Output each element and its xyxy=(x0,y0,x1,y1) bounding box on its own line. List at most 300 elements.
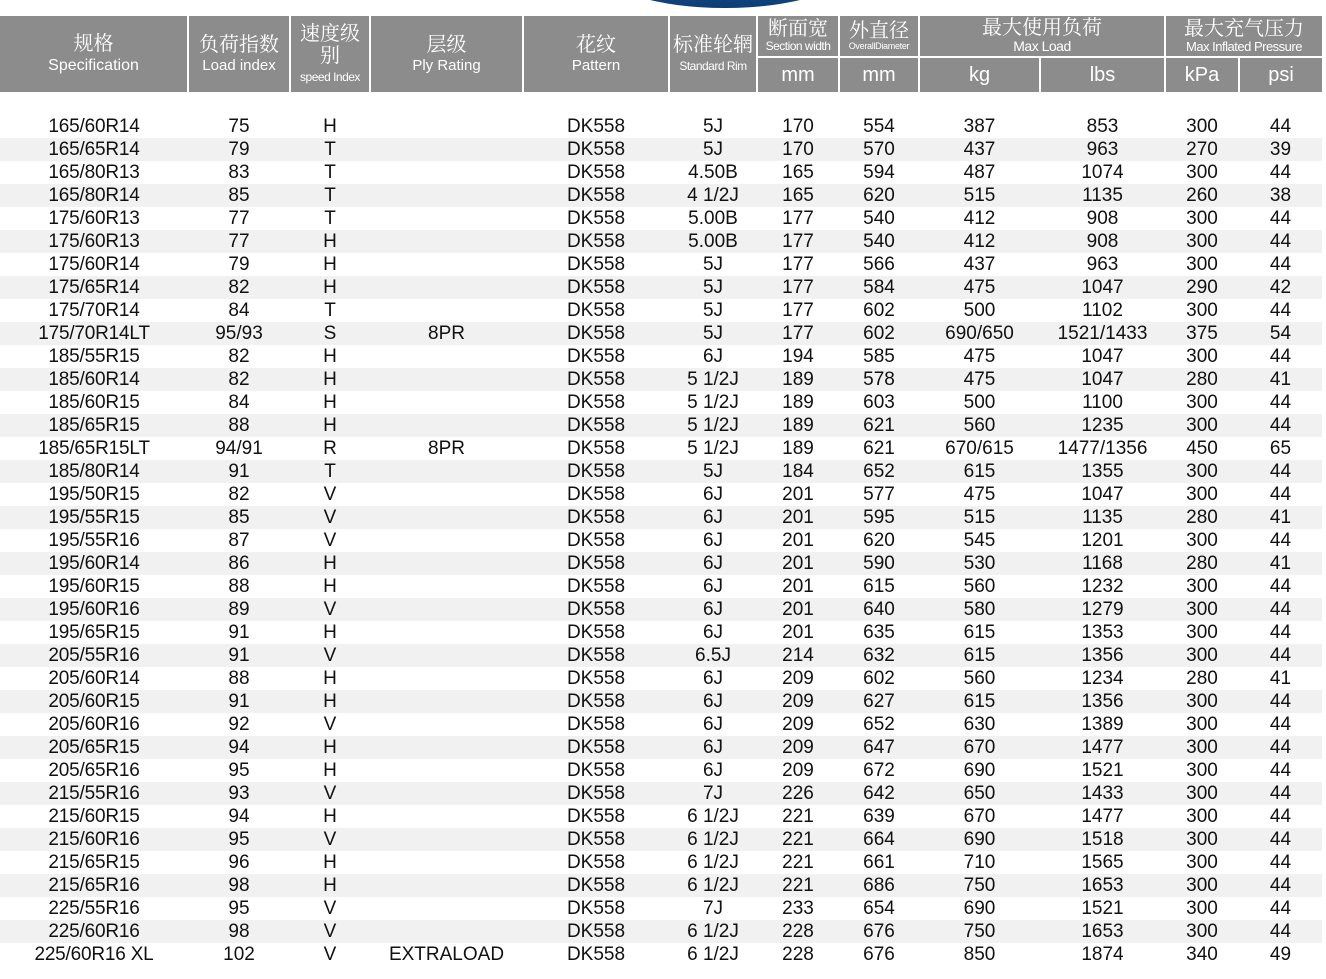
pattern-cell: DK558 xyxy=(523,828,669,851)
load-cell: 98 xyxy=(188,874,290,897)
load-kg-cell: 500 xyxy=(919,391,1040,414)
rim-cell: 6 1/2J xyxy=(669,943,757,966)
load-cell: 85 xyxy=(188,184,290,207)
header-standard-rim xyxy=(669,16,757,92)
load-lbs-cell: 1353 xyxy=(1040,621,1165,644)
load-lbs-cell: 1477/1356 xyxy=(1040,437,1165,460)
load-cell: 94 xyxy=(188,805,290,828)
diameter-cell: 577 xyxy=(839,483,919,506)
table-row xyxy=(0,115,1322,138)
ply-cell xyxy=(370,161,523,184)
spec-cell: 215/55R16 xyxy=(0,782,188,805)
header-max-pressure-en: Max Inflated Pressure xyxy=(1186,38,1302,54)
load-kg-cell: 690 xyxy=(919,759,1040,782)
table-row xyxy=(0,943,1322,966)
width-cell: 194 xyxy=(757,345,839,368)
load-lbs-cell: 1356 xyxy=(1040,690,1165,713)
rim-cell: 5J xyxy=(669,138,757,161)
pressure-kpa-cell: 300 xyxy=(1165,736,1239,759)
diameter-cell: 654 xyxy=(839,897,919,920)
spec-cell: 185/80R14 xyxy=(0,460,188,483)
diameter-cell: 602 xyxy=(839,299,919,322)
load-lbs-cell: 1477 xyxy=(1040,736,1165,759)
pressure-kpa-cell: 300 xyxy=(1165,483,1239,506)
pressure-kpa-cell: 300 xyxy=(1165,115,1239,138)
ply-cell: 8PR xyxy=(370,322,523,345)
speed-cell: H xyxy=(290,552,370,575)
speed-cell: H xyxy=(290,575,370,598)
load-kg-cell: 690 xyxy=(919,897,1040,920)
pressure-kpa-cell: 270 xyxy=(1165,138,1239,161)
pressure-psi-cell: 44 xyxy=(1239,414,1322,437)
pressure-kpa-cell: 300 xyxy=(1165,644,1239,667)
diameter-cell: 585 xyxy=(839,345,919,368)
ply-cell xyxy=(370,184,523,207)
load-kg-cell: 412 xyxy=(919,207,1040,230)
pattern-cell: DK558 xyxy=(523,138,669,161)
load-lbs-cell: 1653 xyxy=(1040,874,1165,897)
rim-cell: 6 1/2J xyxy=(669,874,757,897)
ply-cell xyxy=(370,391,523,414)
unit-load-lbs: lbs xyxy=(1040,57,1165,92)
speed-cell: V xyxy=(290,529,370,552)
diameter-cell: 594 xyxy=(839,161,919,184)
width-cell: 170 xyxy=(757,115,839,138)
pressure-psi-cell: 49 xyxy=(1239,943,1322,966)
header-pattern-zh: 花纹 xyxy=(576,33,616,56)
speed-cell: S xyxy=(290,322,370,345)
header-ply-rating-en: Ply Rating xyxy=(412,56,481,74)
table-row xyxy=(0,575,1322,598)
width-cell: 233 xyxy=(757,897,839,920)
load-kg-cell: 690/650 xyxy=(919,322,1040,345)
load-kg-cell: 560 xyxy=(919,414,1040,437)
pressure-kpa-cell: 300 xyxy=(1165,230,1239,253)
speed-cell: T xyxy=(290,207,370,230)
load-lbs-cell: 1518 xyxy=(1040,828,1165,851)
rim-cell: 6J xyxy=(669,598,757,621)
pressure-psi-cell: 44 xyxy=(1239,460,1322,483)
width-cell: 209 xyxy=(757,736,839,759)
pressure-psi-cell: 42 xyxy=(1239,276,1322,299)
width-cell: 201 xyxy=(757,598,839,621)
pressure-kpa-cell: 280 xyxy=(1165,506,1239,529)
header-overall-diameter-zh: 外直径 xyxy=(849,20,909,43)
diameter-cell: 540 xyxy=(839,230,919,253)
spec-cell: 185/55R15 xyxy=(0,345,188,368)
pattern-cell: DK558 xyxy=(523,897,669,920)
load-cell: 95 xyxy=(188,897,290,920)
speed-cell: H xyxy=(290,690,370,713)
diameter-cell: 621 xyxy=(839,437,919,460)
pattern-cell: DK558 xyxy=(523,322,669,345)
pattern-cell: DK558 xyxy=(523,690,669,713)
unit-load-kg: kg xyxy=(919,57,1040,92)
table-row xyxy=(0,368,1322,391)
rim-cell: 4.50B xyxy=(669,161,757,184)
width-cell: 189 xyxy=(757,414,839,437)
table-row xyxy=(0,598,1322,621)
load-cell: 88 xyxy=(188,414,290,437)
load-cell: 79 xyxy=(188,253,290,276)
ply-cell xyxy=(370,759,523,782)
rim-cell: 5 1/2J xyxy=(669,437,757,460)
load-lbs-cell: 1235 xyxy=(1040,414,1165,437)
load-lbs-cell: 1047 xyxy=(1040,345,1165,368)
width-cell: 177 xyxy=(757,299,839,322)
load-cell: 95 xyxy=(188,828,290,851)
diameter-cell: 640 xyxy=(839,598,919,621)
load-kg-cell: 690 xyxy=(919,828,1040,851)
width-cell: 201 xyxy=(757,575,839,598)
pressure-psi-cell: 44 xyxy=(1239,828,1322,851)
rim-cell: 6 1/2J xyxy=(669,851,757,874)
pattern-cell: DK558 xyxy=(523,851,669,874)
pressure-kpa-cell: 300 xyxy=(1165,874,1239,897)
spec-cell: 165/80R13 xyxy=(0,161,188,184)
load-kg-cell: 615 xyxy=(919,690,1040,713)
load-cell: 79 xyxy=(188,138,290,161)
spec-cell: 225/60R16 XL xyxy=(0,943,188,966)
header-max-pressure xyxy=(1165,16,1322,57)
rim-cell: 6 1/2J xyxy=(669,920,757,943)
load-cell: 88 xyxy=(188,667,290,690)
load-kg-cell: 615 xyxy=(919,621,1040,644)
speed-cell: H xyxy=(290,736,370,759)
load-cell: 87 xyxy=(188,529,290,552)
diameter-cell: 540 xyxy=(839,207,919,230)
load-lbs-cell: 1874 xyxy=(1040,943,1165,966)
rim-cell: 5.00B xyxy=(669,230,757,253)
pressure-kpa-cell: 300 xyxy=(1165,828,1239,851)
diameter-cell: 603 xyxy=(839,391,919,414)
ply-cell xyxy=(370,575,523,598)
pressure-psi-cell: 44 xyxy=(1239,805,1322,828)
pattern-cell: DK558 xyxy=(523,736,669,759)
load-cell: 82 xyxy=(188,345,290,368)
load-lbs-cell: 1355 xyxy=(1040,460,1165,483)
pattern-cell: DK558 xyxy=(523,782,669,805)
speed-cell: H xyxy=(290,391,370,414)
diameter-cell: 602 xyxy=(839,667,919,690)
ply-cell xyxy=(370,782,523,805)
load-lbs-cell: 1135 xyxy=(1040,184,1165,207)
load-cell: 96 xyxy=(188,851,290,874)
diameter-cell: 664 xyxy=(839,828,919,851)
pattern-cell: DK558 xyxy=(523,184,669,207)
rim-cell: 6J xyxy=(669,483,757,506)
spec-cell: 175/70R14LT xyxy=(0,322,188,345)
table-row xyxy=(0,299,1322,322)
pressure-kpa-cell: 300 xyxy=(1165,161,1239,184)
load-cell: 89 xyxy=(188,598,290,621)
table-body xyxy=(0,92,1322,966)
spec-cell: 175/65R14 xyxy=(0,276,188,299)
load-lbs-cell: 1168 xyxy=(1040,552,1165,575)
pattern-cell: DK558 xyxy=(523,276,669,299)
header-standard-rim-en: Standard Rim xyxy=(679,59,747,74)
speed-cell: H xyxy=(290,276,370,299)
diameter-cell: 642 xyxy=(839,782,919,805)
width-cell: 214 xyxy=(757,644,839,667)
load-kg-cell: 515 xyxy=(919,506,1040,529)
diameter-cell: 595 xyxy=(839,506,919,529)
load-kg-cell: 500 xyxy=(919,299,1040,322)
unit-pressure-kpa: kPa xyxy=(1165,57,1239,92)
load-kg-cell: 475 xyxy=(919,368,1040,391)
table-row xyxy=(0,713,1322,736)
load-kg-cell: 615 xyxy=(919,460,1040,483)
ply-cell xyxy=(370,736,523,759)
load-lbs-cell: 1047 xyxy=(1040,276,1165,299)
table-row xyxy=(0,253,1322,276)
pressure-kpa-cell: 300 xyxy=(1165,782,1239,805)
table-row xyxy=(0,690,1322,713)
speed-cell: V xyxy=(290,943,370,966)
width-cell: 209 xyxy=(757,667,839,690)
ply-cell xyxy=(370,897,523,920)
table-header xyxy=(0,16,1322,92)
top-banner-arc xyxy=(600,0,850,8)
diameter-cell: 621 xyxy=(839,414,919,437)
load-lbs-cell: 1521 xyxy=(1040,897,1165,920)
width-cell: 209 xyxy=(757,690,839,713)
diameter-cell: 620 xyxy=(839,184,919,207)
table-row xyxy=(0,460,1322,483)
ply-cell xyxy=(370,207,523,230)
spec-cell: 175/60R14 xyxy=(0,253,188,276)
speed-cell: T xyxy=(290,299,370,322)
table-row xyxy=(0,529,1322,552)
load-lbs-cell: 1232 xyxy=(1040,575,1165,598)
rim-cell: 6 1/2J xyxy=(669,805,757,828)
pressure-psi-cell: 44 xyxy=(1239,690,1322,713)
pressure-kpa-cell: 300 xyxy=(1165,345,1239,368)
rim-cell: 5.00B xyxy=(669,207,757,230)
spec-cell: 205/65R16 xyxy=(0,759,188,782)
load-kg-cell: 750 xyxy=(919,874,1040,897)
width-cell: 221 xyxy=(757,851,839,874)
table-row xyxy=(0,874,1322,897)
ply-cell xyxy=(370,920,523,943)
width-cell: 177 xyxy=(757,322,839,345)
load-kg-cell: 850 xyxy=(919,943,1040,966)
load-lbs-cell: 1135 xyxy=(1040,506,1165,529)
pressure-psi-cell: 44 xyxy=(1239,759,1322,782)
pressure-psi-cell: 44 xyxy=(1239,230,1322,253)
spec-cell: 175/70R14 xyxy=(0,299,188,322)
rim-cell: 6J xyxy=(669,667,757,690)
spec-cell: 185/60R15 xyxy=(0,391,188,414)
header-pattern xyxy=(523,16,669,92)
table-row xyxy=(0,161,1322,184)
diameter-cell: 584 xyxy=(839,276,919,299)
load-lbs-cell: 1047 xyxy=(1040,483,1165,506)
ply-cell xyxy=(370,299,523,322)
ply-cell xyxy=(370,851,523,874)
rim-cell: 6.5J xyxy=(669,644,757,667)
spec-cell: 215/65R15 xyxy=(0,851,188,874)
table-row xyxy=(0,184,1322,207)
diameter-cell: 566 xyxy=(839,253,919,276)
pressure-psi-cell: 44 xyxy=(1239,529,1322,552)
header-specification xyxy=(0,16,188,92)
header-ply-rating-zh: 层级 xyxy=(426,33,467,56)
speed-cell: T xyxy=(290,184,370,207)
load-lbs-cell: 853 xyxy=(1040,115,1165,138)
rim-cell: 5J xyxy=(669,322,757,345)
load-lbs-cell: 963 xyxy=(1040,138,1165,161)
diameter-cell: 627 xyxy=(839,690,919,713)
header-spec-zh: 规格 xyxy=(73,33,114,56)
spec-cell: 195/65R15 xyxy=(0,621,188,644)
header-max-load xyxy=(919,16,1165,57)
pressure-kpa-cell: 280 xyxy=(1165,368,1239,391)
load-lbs-cell: 963 xyxy=(1040,253,1165,276)
pressure-psi-cell: 54 xyxy=(1239,322,1322,345)
pressure-psi-cell: 44 xyxy=(1239,713,1322,736)
ply-cell xyxy=(370,138,523,161)
load-kg-cell: 437 xyxy=(919,253,1040,276)
load-cell: 82 xyxy=(188,483,290,506)
rim-cell: 6J xyxy=(669,529,757,552)
rim-cell: 5J xyxy=(669,276,757,299)
ply-cell xyxy=(370,460,523,483)
width-cell: 201 xyxy=(757,621,839,644)
spec-cell: 185/65R15LT xyxy=(0,437,188,460)
load-kg-cell: 530 xyxy=(919,552,1040,575)
width-cell: 228 xyxy=(757,943,839,966)
pattern-cell: DK558 xyxy=(523,805,669,828)
load-kg-cell: 475 xyxy=(919,345,1040,368)
width-cell: 209 xyxy=(757,713,839,736)
load-lbs-cell: 1234 xyxy=(1040,667,1165,690)
table-row xyxy=(0,138,1322,161)
load-kg-cell: 670 xyxy=(919,736,1040,759)
load-kg-cell: 750 xyxy=(919,920,1040,943)
header-speed-index-zh: 速度级别 xyxy=(300,23,360,68)
pressure-kpa-cell: 375 xyxy=(1165,322,1239,345)
rim-cell: 6J xyxy=(669,575,757,598)
diameter-cell: 570 xyxy=(839,138,919,161)
pattern-cell: DK558 xyxy=(523,230,669,253)
load-cell: 91 xyxy=(188,460,290,483)
width-cell: 189 xyxy=(757,437,839,460)
ply-cell xyxy=(370,345,523,368)
spec-cell: 165/65R14 xyxy=(0,138,188,161)
ply-cell xyxy=(370,230,523,253)
pressure-kpa-cell: 300 xyxy=(1165,529,1239,552)
speed-cell: V xyxy=(290,506,370,529)
rim-cell: 7J xyxy=(669,897,757,920)
speed-cell: R xyxy=(290,437,370,460)
header-ply-rating xyxy=(370,16,523,92)
pressure-psi-cell: 44 xyxy=(1239,391,1322,414)
diameter-cell: 615 xyxy=(839,575,919,598)
pressure-kpa-cell: 300 xyxy=(1165,897,1239,920)
diameter-cell: 652 xyxy=(839,460,919,483)
diameter-cell: 602 xyxy=(839,322,919,345)
pressure-kpa-cell: 300 xyxy=(1165,575,1239,598)
header-section-width xyxy=(757,16,839,57)
ply-cell xyxy=(370,598,523,621)
diameter-cell: 647 xyxy=(839,736,919,759)
diameter-cell: 620 xyxy=(839,529,919,552)
spec-cell: 195/50R15 xyxy=(0,483,188,506)
table-row xyxy=(0,276,1322,299)
pressure-kpa-cell: 260 xyxy=(1165,184,1239,207)
pressure-kpa-cell: 300 xyxy=(1165,207,1239,230)
load-kg-cell: 630 xyxy=(919,713,1040,736)
load-lbs-cell: 1477 xyxy=(1040,805,1165,828)
table-row xyxy=(0,552,1322,575)
load-kg-cell: 650 xyxy=(919,782,1040,805)
load-kg-cell: 387 xyxy=(919,115,1040,138)
header-overall-diameter xyxy=(839,16,919,57)
load-cell: 95 xyxy=(188,759,290,782)
load-cell: 94/91 xyxy=(188,437,290,460)
spec-cell: 195/60R16 xyxy=(0,598,188,621)
ply-cell xyxy=(370,368,523,391)
pattern-cell: DK558 xyxy=(523,483,669,506)
pressure-kpa-cell: 300 xyxy=(1165,920,1239,943)
pattern-cell: DK558 xyxy=(523,437,669,460)
load-cell: 91 xyxy=(188,644,290,667)
rim-cell: 6J xyxy=(669,552,757,575)
spec-cell: 215/65R16 xyxy=(0,874,188,897)
speed-cell: H xyxy=(290,230,370,253)
width-cell: 221 xyxy=(757,874,839,897)
rim-cell: 6J xyxy=(669,713,757,736)
speed-cell: V xyxy=(290,920,370,943)
pattern-cell: DK558 xyxy=(523,552,669,575)
speed-cell: H xyxy=(290,345,370,368)
load-kg-cell: 412 xyxy=(919,230,1040,253)
pattern-cell: DK558 xyxy=(523,414,669,437)
spec-cell: 165/60R14 xyxy=(0,115,188,138)
diameter-cell: 635 xyxy=(839,621,919,644)
load-kg-cell: 615 xyxy=(919,644,1040,667)
pressure-kpa-cell: 300 xyxy=(1165,713,1239,736)
load-cell: 88 xyxy=(188,575,290,598)
spec-cell: 165/80R14 xyxy=(0,184,188,207)
pressure-kpa-cell: 290 xyxy=(1165,276,1239,299)
load-cell: 84 xyxy=(188,299,290,322)
speed-cell: H xyxy=(290,368,370,391)
table-row xyxy=(0,621,1322,644)
load-lbs-cell: 1279 xyxy=(1040,598,1165,621)
speed-cell: V xyxy=(290,897,370,920)
speed-cell: T xyxy=(290,460,370,483)
table-row xyxy=(0,920,1322,943)
speed-cell: H xyxy=(290,874,370,897)
pattern-cell: DK558 xyxy=(523,391,669,414)
pattern-cell: DK558 xyxy=(523,759,669,782)
unit-pressure-psi: psi xyxy=(1239,57,1322,92)
pressure-psi-cell: 41 xyxy=(1239,506,1322,529)
diameter-cell: 652 xyxy=(839,713,919,736)
header-pattern-en: Pattern xyxy=(571,56,621,74)
load-lbs-cell: 1389 xyxy=(1040,713,1165,736)
pattern-cell: DK558 xyxy=(523,920,669,943)
spec-cell: 175/60R13 xyxy=(0,207,188,230)
table-row xyxy=(0,644,1322,667)
pressure-kpa-cell: 450 xyxy=(1165,437,1239,460)
load-cell: 84 xyxy=(188,391,290,414)
width-cell: 177 xyxy=(757,230,839,253)
pressure-kpa-cell: 300 xyxy=(1165,690,1239,713)
load-cell: 91 xyxy=(188,621,290,644)
